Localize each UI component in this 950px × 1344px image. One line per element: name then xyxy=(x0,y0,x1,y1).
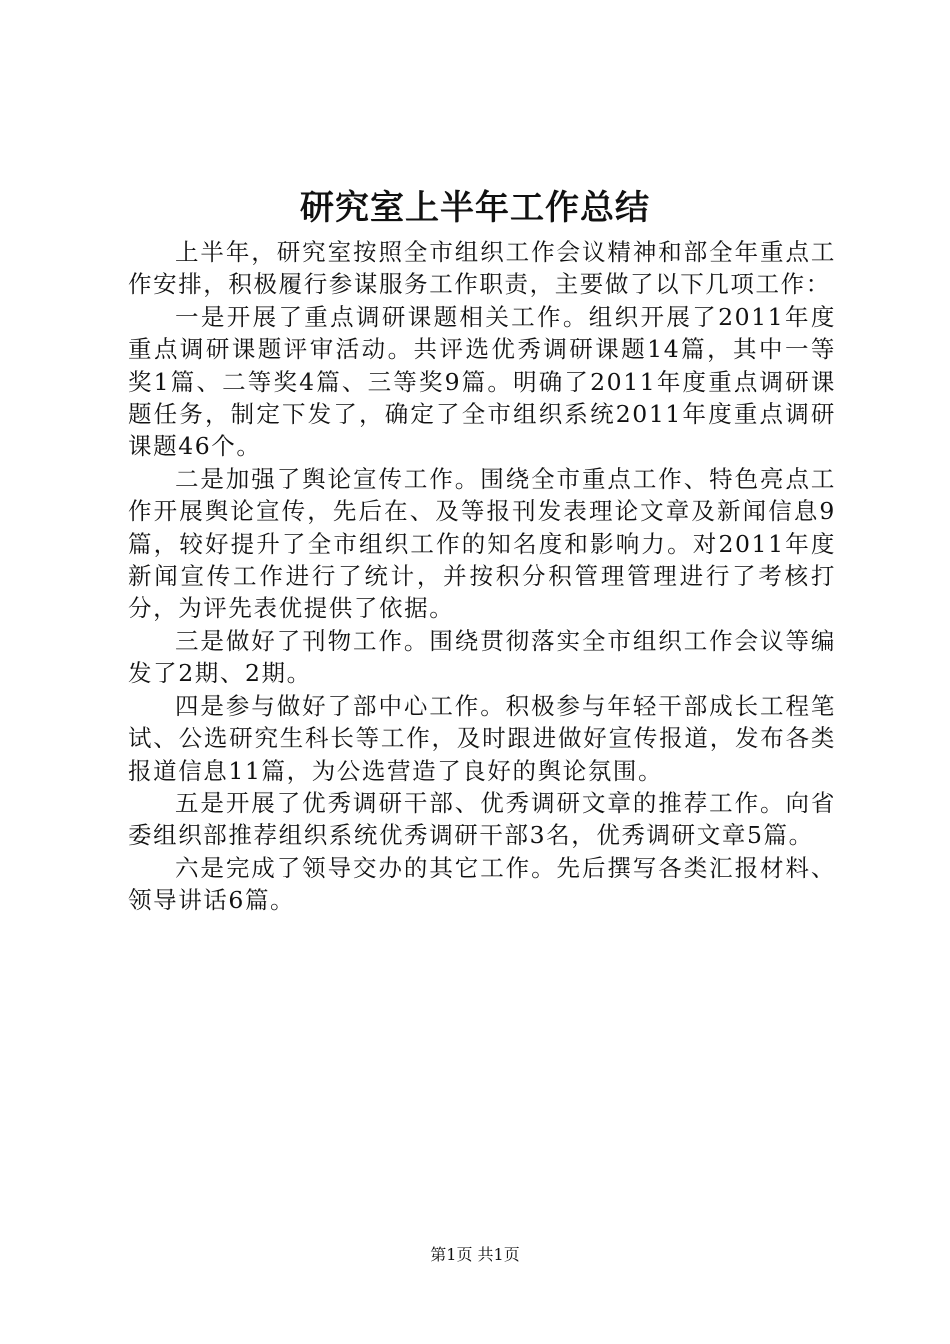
paragraph-item-5: 五是开展了优秀调研干部、优秀调研文章的推荐工作。向省委组织部推荐组织系统优秀调研干部3名，优秀调研文章5篇。 xyxy=(128,788,836,850)
paragraph-item-2: 二是加强了舆论宣传工作。围绕全市重点工作、特色亮点工作开展舆论宣传，先后在、及等报刊发表理论文章及新闻信息9篇，较好提升了全市组织工作的知名度和影响力。对2011年度新闻宣传工作进行了统计，并按积分积管理管理进行了考核打分，为评先表优提供了依据。 xyxy=(128,464,836,623)
paragraph-item-4: 四是参与做好了部中心工作。积极参与年轻干部成长工程笔试、公选研究生科长等工作，及时跟进做好宣传报道，发布各类报道信息11篇，为公选营造了良好的舆论氛围。 xyxy=(128,691,836,785)
paragraph-item-3: 三是做好了刊物工作。围绕贯彻落实全市组织工作会议等编发了2期、2期。 xyxy=(128,626,836,688)
document-body xyxy=(128,236,836,917)
paragraph-intro: 上半年，研究室按照全市组织工作会议精神和部全年重点工作安排，积极履行参谋服务工作职责，主要做了以下几项工作： xyxy=(128,238,836,299)
page-number-footer: 第1页 共1页 xyxy=(430,1245,520,1264)
paragraph-item-6: 六是完成了领导交办的其它工作。先后撰写各类汇报材料、领导讲话6篇。 xyxy=(128,853,836,915)
paragraph-item-1: 一是开展了重点调研课题相关工作。组织开展了2011年度重点调研课题评审活动。共评选优秀调研课题14篇，其中一等奖1篇、二等奖4篇、三等奖9篇。明确了2011年度重点调研课题任务，制定下发了，确定了全市组织系统2011年度重点调研课题46个。 xyxy=(128,302,836,461)
document-title: 研究室上半年工作总结 xyxy=(300,188,650,228)
